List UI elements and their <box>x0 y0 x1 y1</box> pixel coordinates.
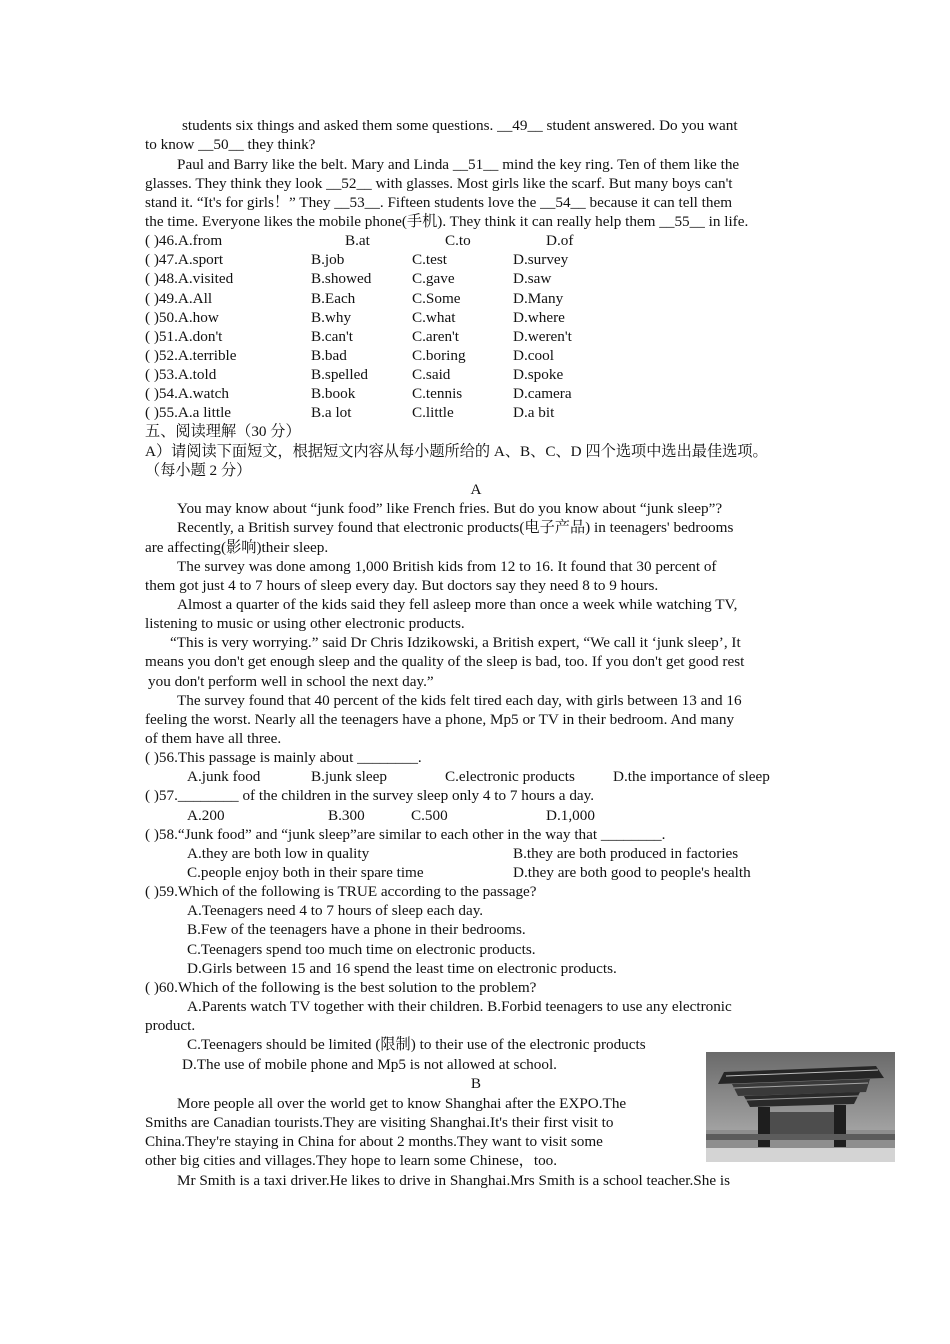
option-b: B.a lot <box>311 404 352 421</box>
option-b: B.Each <box>311 290 356 307</box>
passage-line: Recently, a British survey found that electronic products(电子产品) in teenagers' bedrooms <box>177 519 734 536</box>
passage-line: listening to music or using other electronic products. <box>145 615 465 632</box>
option-c: C.gave <box>412 270 455 287</box>
passage-line: The survey was done among 1,000 British kids from 12 to 16. It found that 30 percent of <box>177 558 717 575</box>
passage-line: Mr Smith is a taxi driver.He likes to drive in Shanghai.Mrs Smith is a school teacher.She is <box>177 1172 731 1189</box>
question-stem: ( )54.A.watch <box>145 385 229 402</box>
question-stem: ( )53.A.told <box>145 366 217 383</box>
option-b: B.they are both produced in factories <box>513 845 739 862</box>
option-d: D.of <box>546 232 574 249</box>
option-c: C.500 <box>411 807 448 824</box>
passage-line: other big cities and villages.They hope to learn some Chinese，too. <box>145 1152 558 1169</box>
option-c: C.Some <box>412 290 461 307</box>
option-d: D.cool <box>513 347 554 364</box>
option-a: A.junk food <box>187 768 261 785</box>
passage-line: are affecting(影响)their sleep. <box>145 539 329 556</box>
passage-line: Paul and Barry like the belt. Mary and Linda __51__ mind the key ring. Ten of them like the <box>177 156 740 173</box>
option-d: D.survey <box>513 251 569 268</box>
passage-line: You may know about “junk food” like French fries. But do you know about “junk sleep”? <box>177 500 723 517</box>
question-stem: ( )56.This passage is mainly about ________. <box>145 749 422 766</box>
option-d: D.camera <box>513 385 572 402</box>
question-stem: ( )59.Which of the following is TRUE according to the passage? <box>145 883 537 900</box>
option-d: D.where <box>513 309 565 326</box>
passage-line: glasses. They think they look __52__ with glasses. Most girls like the scarf. But many boys can't <box>145 175 733 192</box>
passage-line: means you don't get enough sleep and the quality of the sleep is bad, too. If you don't get good rest <box>145 653 745 670</box>
option-d: D.they are both good to people's health <box>513 864 751 881</box>
passage-line: of them have all three. <box>145 730 282 747</box>
question-stem: ( )52.A.terrible <box>145 347 237 364</box>
option-b: B.Few of the teenagers have a phone in their bedrooms. <box>187 921 526 938</box>
option-a-continued: product. <box>145 1017 196 1034</box>
question-stem: ( )47.A.sport <box>145 251 224 268</box>
passage-line: to know __50__ they think? <box>145 136 316 153</box>
question-stem: ( )51.A.don't <box>145 328 223 345</box>
option-d: D.Many <box>513 290 564 307</box>
option-c: C.electronic products <box>445 768 575 785</box>
option-d: D.weren't <box>513 328 572 345</box>
passage-title: B <box>470 1075 482 1092</box>
option-d: D.1,000 <box>546 807 595 824</box>
question-stem: ( )46.A.from <box>145 232 223 249</box>
section-heading: 五、阅读理解（30 分） <box>145 423 301 440</box>
passage-line: you don't perform well in school the next day.” <box>148 673 434 690</box>
question-stem: ( )50.A.how <box>145 309 219 326</box>
option-c: C.boring <box>412 347 466 364</box>
passage-title: A <box>470 481 482 498</box>
passage-line: More people all over the world get to know Shanghai after the EXPO.The <box>177 1095 627 1112</box>
passage-line: feeling the worst. Nearly all the teenagers have a phone, Mp5 or TV in their bedroom. And many <box>145 711 735 728</box>
passage-line: them got just 4 to 7 hours of sleep every day. But doctors say they need 8 to 9 hours. <box>145 577 659 594</box>
option-a: A.they are both low in quality <box>187 845 370 862</box>
option-c: C.to <box>445 232 471 249</box>
option-c: C.said <box>412 366 451 383</box>
china-pavilion-photo <box>706 1052 895 1162</box>
question-stem: ( )48.A.visited <box>145 270 234 287</box>
option-c: C.Teenagers should be limited (限制) to their use of the electronic products <box>187 1036 646 1053</box>
option-b: B.bad <box>311 347 347 364</box>
option-c: C.test <box>412 251 448 268</box>
option-d: D.the importance of sleep <box>613 768 770 785</box>
question-stem: ( )58.“Junk food” and “junk sleep”are similar to each other in the way that ________. <box>145 826 666 843</box>
passage-line: The survey found that 40 percent of the kids felt tired each day, with girls between 13 and 16 <box>177 692 742 709</box>
passage-line: China.They're staying in China for about 2 months.They want to visit some <box>145 1133 603 1150</box>
question-stem: ( )60.Which of the following is the best solution to the problem? <box>145 979 537 996</box>
question-stem: ( )49.A.All <box>145 290 213 307</box>
option-b: B.book <box>311 385 356 402</box>
question-stem: ( )57.________ of the children in the survey sleep only 4 to 7 hours a day. <box>145 787 595 804</box>
option-d: D.a bit <box>513 404 555 421</box>
option-b: B.showed <box>311 270 372 287</box>
section-instruction: （每小题 2 分） <box>145 462 252 479</box>
option-c: C.tennis <box>412 385 463 402</box>
option-c: C.little <box>412 404 454 421</box>
section-instruction: A）请阅读下面短文，根据短文内容从每小题所给的 A、B、C、D 四个选项中选出最佳选项。 <box>145 443 768 460</box>
passage-line: Almost a quarter of the kids said they fell asleep more than once a week while watching TV, <box>177 596 738 613</box>
passage-line: stand it. “It's for girls！” They __53__. Fifteen students love the __54__ because it can tell them <box>145 194 733 211</box>
option-c: C.people enjoy both in their spare time <box>187 864 424 881</box>
passage-line: the time. Everyone likes the mobile phone(手机). They think it can really help them __55__ in life. <box>145 213 749 230</box>
passage-line: students six things and asked them some questions. __49__ student answered. Do you want <box>182 117 738 134</box>
option-c: C.Teenagers spend too much time on electronic products. <box>187 941 536 958</box>
option-b: B.300 <box>328 807 365 824</box>
option-b: B.junk sleep <box>311 768 387 785</box>
option-b: B.job <box>311 251 345 268</box>
option-c: C.aren't <box>412 328 460 345</box>
passage-line: Smiths are Canadian tourists.They are visiting Shanghai.It's their first visit to <box>145 1114 614 1131</box>
option-d: D.spoke <box>513 366 564 383</box>
option-a: A.200 <box>187 807 225 824</box>
option-b: B.spelled <box>311 366 368 383</box>
option-b: B.at <box>345 232 370 249</box>
question-stem: ( )55.A.a little <box>145 404 232 421</box>
option-c: C.what <box>412 309 456 326</box>
option-d: D.saw <box>513 270 552 287</box>
option-b: B.why <box>311 309 352 326</box>
option-d: D.The use of mobile phone and Mp5 is not allowed at school. <box>182 1056 557 1073</box>
passage-line: “This is very worrying.” said Dr Chris Idzikowski, a British expert, “We call it ‘junk sleep’, It <box>170 634 741 651</box>
option-a: A.Teenagers need 4 to 7 hours of sleep each day. <box>187 902 484 919</box>
option-d: D.Girls between 15 and 16 spend the least time on electronic products. <box>187 960 617 977</box>
option-b: B.can't <box>311 328 353 345</box>
option-a: A.Parents watch TV together with their children. B.Forbid teenagers to use any electronic <box>187 998 732 1015</box>
